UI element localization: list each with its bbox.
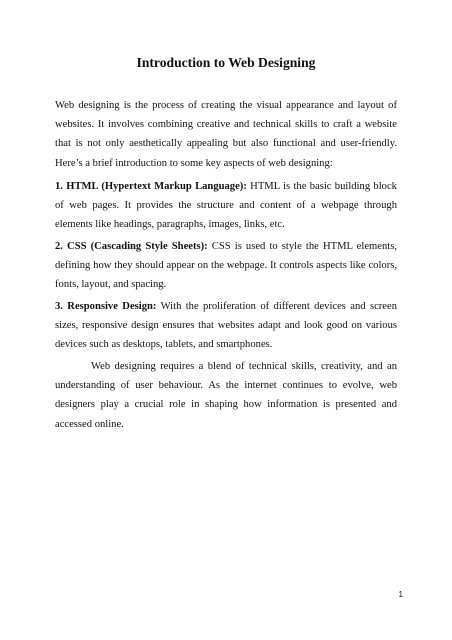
section-responsive-heading: 3. Responsive Design: (55, 301, 157, 312)
section-html-text: HTML is the basic building block of web pages. It provides the structure and content of a webpage through elements like headings, paragraphs, images, links, etc. (55, 181, 397, 231)
section-css-text: CSS is used to style the HTML elements, defining how they should appear on the webpage. It controls aspects like colors, fonts, layout, and spacing. (55, 241, 397, 291)
section-css-heading: 2. CSS (Cascading Style Sheets): (55, 241, 208, 252)
section-responsive (55, 297, 397, 355)
section-html-heading: 1. HTML (Hypertext Markup Language): (55, 181, 247, 192)
page-title: Introduction to Web Designing (136, 55, 316, 70)
page-number: 1 (398, 590, 403, 599)
section-responsive-text: With the proliferation of different devices and screen sizes, responsive design ensures that websites adapt and look good on various devices such as desktops, tablets, and smartphones. (55, 301, 397, 351)
conclusion-paragraph: Web designing requires a blend of technical skills, creativity, and an understanding of user behaviour. As the internet continues to evolve, web designers play a crucial role in shaping how information is presented and accessed online. (55, 361, 397, 430)
section-html (55, 177, 397, 235)
section-css (55, 237, 397, 295)
intro-paragraph: Web designing is the process of creating the visual appearance and layout of websites. It involves combining creative and technical skills to craft a website that is not only aesthetically appealing but also functional and user-friendly. Here’s a brief introduction to some key aspects of web designing: (55, 100, 397, 169)
